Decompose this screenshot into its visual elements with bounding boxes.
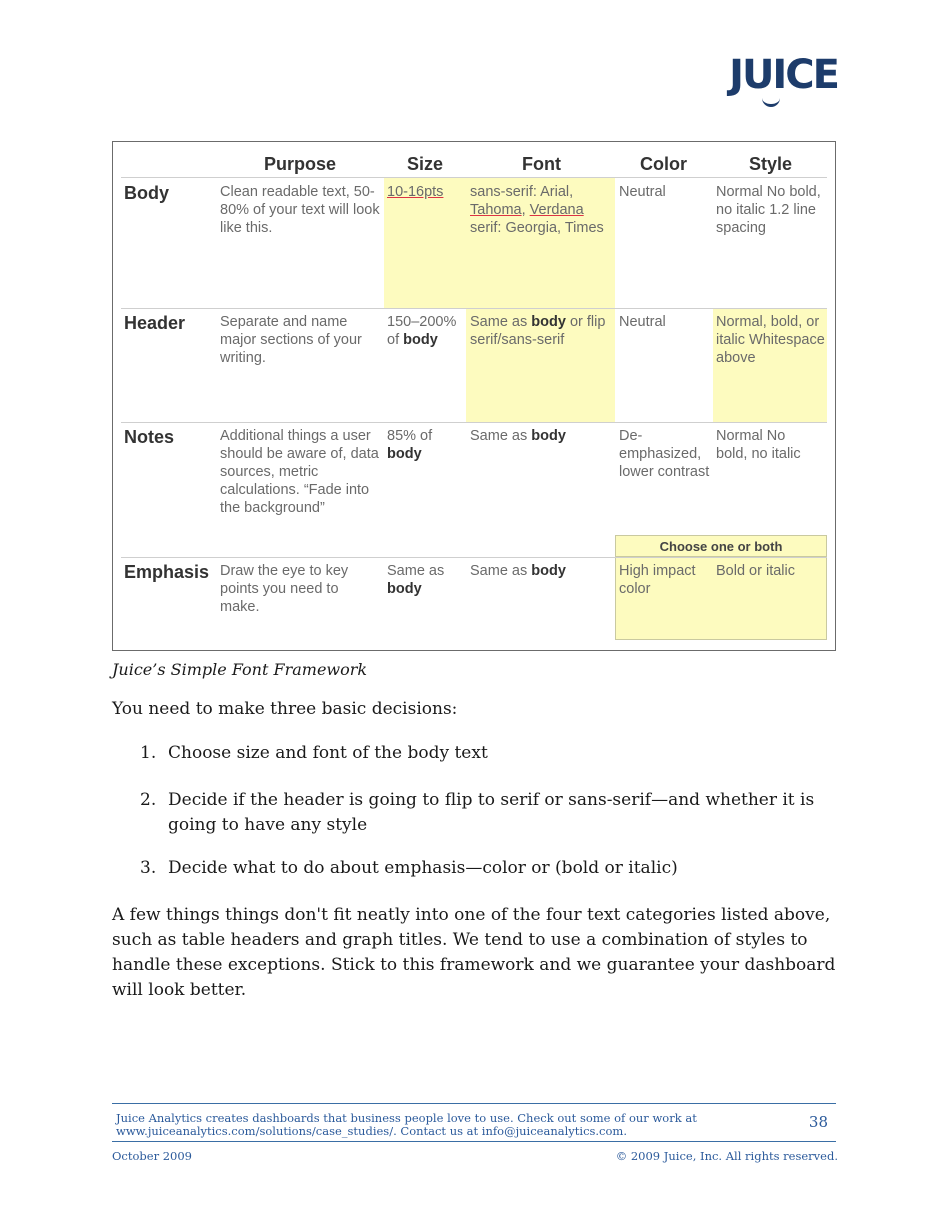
header-font-body: body: [531, 314, 566, 330]
list-number: 2.: [140, 790, 157, 810]
col-header-color: Color: [640, 154, 687, 174]
footer-date: October 2009: [112, 1149, 193, 1163]
page-number: 38: [808, 1113, 828, 1131]
header-font-flip: or flip serif/sans-serif: [470, 314, 606, 348]
notes-style: Normal No bold, no italic: [716, 428, 801, 462]
col-header-style: Style: [749, 154, 793, 174]
footer-bottom-rule: [112, 1141, 836, 1142]
col-header-font: Font: [522, 154, 561, 174]
list-number: 1.: [140, 743, 157, 763]
juice-logo: JUICE: [729, 52, 838, 98]
footer-top-rule: [112, 1103, 836, 1104]
body-color: Neutral: [619, 184, 666, 200]
header-purpose: Separate and name major sections of your writing.: [220, 314, 362, 366]
emphasis-size-body: body: [387, 581, 422, 597]
list-text: Decide what to do about emphasis—color or (bold or italic): [168, 858, 678, 878]
logo-smile-icon: [762, 96, 780, 107]
emphasis-font-sameas: Same as: [470, 563, 528, 579]
header-color: Neutral: [619, 314, 666, 330]
header-size: [387, 313, 467, 349]
footer-line2: . Contact us at info@juiceanalytics.com.: [393, 1124, 627, 1138]
notes-font-body: body: [531, 428, 566, 444]
col-header-purpose: Purpose: [264, 154, 337, 174]
row-label-header: Header: [124, 313, 186, 333]
emphasis-font-body: body: [531, 563, 566, 579]
font-framework-table: [112, 141, 836, 651]
list-item: [140, 741, 840, 766]
notes-color: De-emphasized, lower contrast: [619, 428, 710, 480]
body-font-serif: serif: Georgia, Times: [470, 220, 604, 236]
emphasis-color: High impact color: [619, 563, 696, 597]
choose-one-or-both-label: Choose one or both: [615, 535, 827, 557]
emphasis-font: [470, 562, 566, 580]
body-font-verdana: Verdana: [529, 202, 584, 218]
body-font: sans-serif: Arial, Tahoma, Verdana serif: Georgia, Times: [470, 184, 604, 236]
list-text: Choose size and font of the body text: [168, 743, 488, 763]
list-number: 3.: [140, 858, 157, 878]
notes-size-body: body: [387, 446, 422, 462]
list-item: [140, 788, 840, 838]
header-size-body: body: [403, 332, 438, 348]
body-font-tahoma: Tahoma: [470, 202, 522, 218]
footer-copyright: © 2009 Juice, Inc. All rights reserved.: [615, 1149, 838, 1163]
footer-line1: Juice Analytics creates dashboards that business people love to use. Check out some of our work at: [116, 1111, 697, 1125]
body-size: [387, 183, 443, 201]
emphasis-style: Bold or italic: [716, 563, 795, 579]
header-divider: [121, 177, 827, 178]
body-purpose: Clean readable text, 50-80% of your text will look like this.: [220, 184, 380, 236]
emphasis-size-sameas: Same as: [387, 563, 445, 579]
col-header-size: Size: [407, 154, 444, 174]
body-style: Normal No bold, no italic 1.2 line spacing: [716, 184, 821, 236]
header-style: Normal, bold, or italic Whitespace above: [716, 314, 825, 366]
case-studies-link[interactable]: www.juiceanalytics.com/solutions/case_studies/: [116, 1124, 394, 1138]
notes-size: [387, 427, 467, 463]
header-size-range: 150–200%: [387, 314, 457, 330]
figure-caption: Juice’s Simple Font Framework: [112, 660, 368, 679]
notes-purpose: Additional things a user should be aware of, data sources, metric calculations. “Fade into the background”: [220, 428, 379, 516]
row-label-body: Body: [124, 183, 169, 203]
emphasis-purpose: Draw the eye to key points you need to make.: [220, 563, 349, 615]
row-divider-3: [121, 557, 827, 558]
emphasis-size: [387, 562, 467, 598]
footer-note: [116, 1112, 736, 1138]
row-divider-2: [121, 422, 827, 423]
header-size-of: of: [387, 332, 400, 348]
row-label-notes: Notes: [124, 427, 175, 447]
row-label-emphasis: Emphasis: [124, 562, 210, 582]
notes-font: [470, 427, 566, 445]
header-font: [470, 313, 615, 349]
list-item: [140, 856, 840, 881]
row-divider-1: [121, 308, 827, 309]
list-text: Decide if the header is going to flip to serif or sans-serif—and whether it is going to have any style: [168, 790, 815, 835]
notes-font-sameas: Same as: [470, 428, 528, 444]
notes-size-pct: 85% of: [387, 428, 433, 444]
intro-paragraph: You need to make three basic decisions:: [112, 699, 458, 719]
body-font-sans: sans-serif: Arial,: [470, 184, 574, 200]
body-size-value: 10-16pts: [387, 184, 444, 200]
header-font-sameas: Same as: [470, 314, 528, 330]
closing-paragraph: A few things things don't fit neatly into one of the four text categories listed above, such as table headers and graph titles. We tend to use a combination of styles to handle these exceptions. Stick to this framework and we guarantee your dashboard will look better.: [112, 905, 836, 1000]
